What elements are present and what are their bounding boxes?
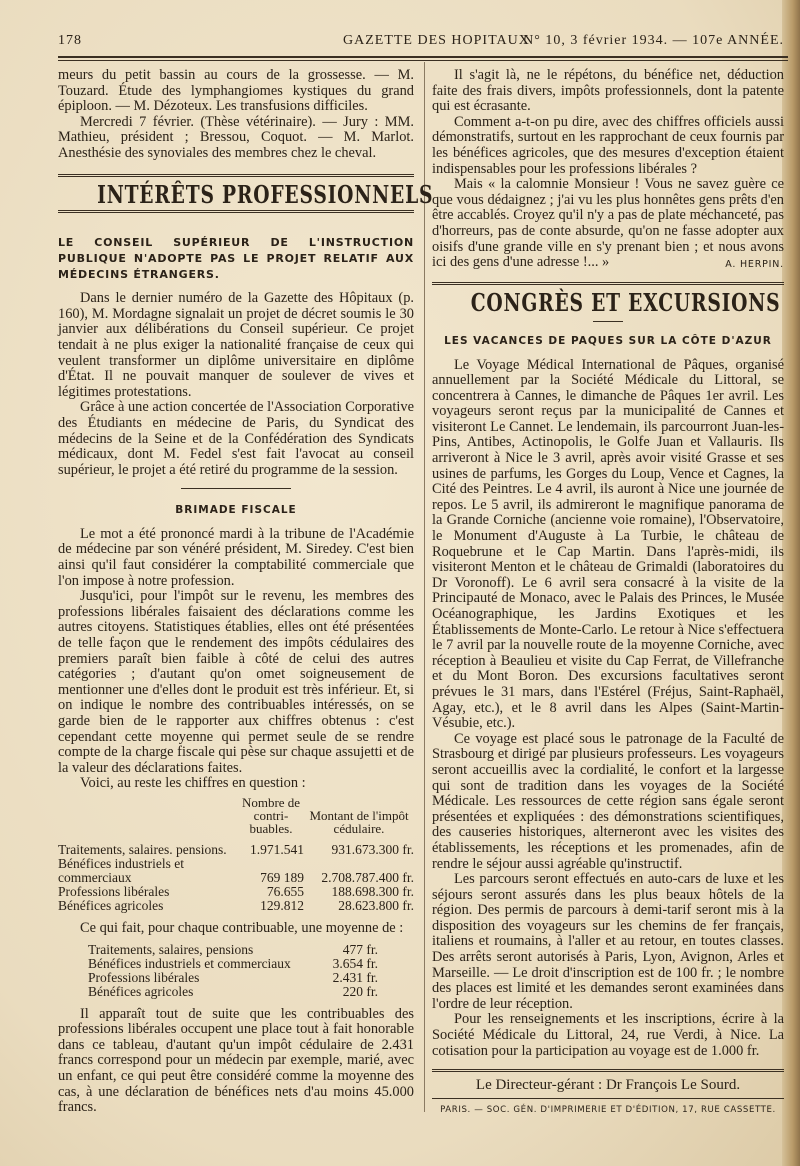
section-title: INTÉRÊTS PROFESSIONNELS [97, 179, 434, 209]
article-paragraph: Le mot a été prononcé mardi à la tribune de l'Académie de médecine par son vénéré président, M. Siredey. C'est bien ainsi qu'il faut considérer la comptabilité commerciale que l'on impose à notre profession. [58, 525, 414, 589]
article-paragraph: Jusqu'ici, pour l'impôt sur le revenu, les membres des professions libérales faisaient des déclarations comme les autres citoyens. Statistiques établies, elles ont été présentées de telle façon que le rendement des impôts cédulaires des premiers paraît bien faible à côté de celui des autres catégories ; d'autant qu'on omet soigneusement de mentionner une d'elles dont le produit est très inférieur. Et, si on indique le nombre des contribuables intéressés, on se garde bien de le rapporter aux chiffres obtenus : c'est cependant cette moyenne qui permet seule de se rendre compte de la charge fiscale qui pèse sur chaque assujetti et de la valeur des déclarations faites. [58, 588, 414, 776]
average-value: 2.431 fr. [332, 969, 378, 985]
article-paragraph: Il s'agit là, ne le répétons, du bénéfice net, déduction faite des frais divers, impôts professionnels, dont la patente qui est écrasante. [432, 67, 784, 115]
row-count: 1.971.541 [250, 841, 304, 857]
article-paragraph: Il apparaît tout de suite que les contribuables des professions libérales occupent une place tout à fait honorable dans ce tableau, d'autant qu'un impôt cédulaire de 2.431 francs correspond pour un médecin par exemple, marié, avec un enfant, ce qui peut être considéré comme la moyenne des cas, à une déclaration de bénéfices nets d'au moins 45.000 francs. [58, 1005, 414, 1116]
article-heading: LES VACANCES DE PAQUES SUR LA CÔTE D'AZUR [444, 334, 772, 347]
average-value: 3.654 fr. [332, 955, 378, 971]
average-value: 220 fr. [342, 983, 378, 999]
row-count: 769 189 [260, 869, 304, 885]
row-label: Bénéfices industriels et commerciaux [58, 855, 184, 885]
average-value: 477 fr. [342, 941, 378, 957]
issue-info: N° 10, 3 février 1934. — 107e ANNÉE. [523, 33, 784, 48]
column-header: Nombre de contri-buables. [241, 794, 301, 836]
row-label: Bénéfices agricoles [58, 897, 164, 913]
article-paragraph: Pour les renseignements et les inscriptions, écrire à la Société Médicale du Littoral, 24, rue Verdi, à Nice. La cotisation pour la participation au voyage est de 1.000 fr. [432, 1011, 784, 1059]
running-head [58, 30, 784, 52]
article-paragraph: Ce qui fait, pour chaque contribuable, une moyenne de : [80, 919, 404, 936]
row-count: 76.655 [266, 883, 304, 899]
table-row [58, 885, 414, 899]
left-column [58, 67, 434, 1116]
table-row [58, 857, 414, 885]
author-signature: A. HERPIN. [725, 258, 784, 270]
page-number: 178 [58, 33, 82, 48]
average-row [88, 957, 378, 971]
section-title: CONGRÈS ET EXCURSIONS [470, 288, 781, 318]
averages-list [58, 943, 414, 999]
average-label: Traitements, salaires, pensions [88, 941, 254, 957]
average-label: Bénéfices agricoles [88, 983, 194, 999]
article-paragraph: Dans le dernier numéro de la Gazette des Hôpitaux (p. 160), M. Mordagne signalait un projet de décret soumis le 30 janvier aux délibérations du Conseil supérieur. Ce projet tendait à ne plus exiger la nationalité française de ceux qui veulent transformer un diplôme universitaire en diplôme d'État. Il ne pouvait manquer de soulever de vives et légitimes protestations. [58, 290, 414, 400]
row-count: 129.812 [260, 897, 304, 913]
table-header-row [58, 796, 414, 835]
header-rule-thin [58, 60, 788, 61]
average-row [88, 971, 378, 985]
intro-paragraph: meurs du petit bassin au cours de la grossesse. — M. Touzard. Étude des lymphangiomes kystiques du grand épiploon. — M. Dézoteux. Les transfusions difficiles. [58, 67, 414, 115]
row-amount: 931.673.300 fr. [331, 841, 414, 857]
column-divider [424, 62, 425, 1112]
table-row [58, 843, 414, 857]
average-row [88, 943, 378, 957]
article-paragraph: Grâce à une action concertée de l'Association Corporative des Étudiants en médecine de Paris, du Syndicat des médecins de la Seine et de la Confédération des Syndicats médicaux, dont M. Fedel s'est fait l'avocat au conseil supérieur, le projet a été retiré du programme de la session. [58, 399, 414, 478]
row-label: Traitements, salaires. pensions. [58, 841, 227, 857]
article-paragraph: Comment a-t-on pu dire, avec des chiffres officiels aussi démonstratifs, surtout en les rapprochant de ceux fournis par les bénéfices agricoles, que des mesures d'exception étaient indispensables pour les professions libérales ? [432, 113, 784, 177]
row-amount: 28.623.800 fr. [338, 897, 414, 913]
journal-title: GAZETTE DES HOPITAUX [343, 33, 530, 48]
intro-paragraph: Mercredi 7 février. (Thèse vétérinaire). — Jury : MM. Mathieu, président ; Bressou, Coquot. — M. Marlot. Anesthésie des synoviales des membres chez le cheval. [58, 113, 414, 161]
header-rule [58, 56, 788, 58]
average-label: Bénéfices industriels et commerciaux [88, 955, 291, 971]
article-heading: BRIMADE FISCALE [175, 504, 297, 517]
tax-statistics-table [58, 796, 414, 913]
right-column [432, 68, 784, 1118]
page-spine-shadow [782, 0, 800, 1166]
article-paragraph: Les parcours seront effectués en auto-cars de luxe et les séjours seront assurés dans les plus beaux hôtels de la région. Des permis de parcours à demi-tarif seront mis à la disposition des voyageurs sur les chemins de fer français, italiens et roumains, à l'aller et au retour, en toutes classes. Des arrêts seront autorisés à Paris, Lyon, Avignon, Arles et Marseille. — Le droit d'inscription est de 100 fr. ; le nombre des places est limité et les demandes seront examinées dans l'ordre de leur réception. [432, 871, 784, 1012]
column-header: Montant de l'impôt cédulaire. [309, 807, 409, 836]
article-heading: LE CONSEIL SUPÉRIEUR DE L'INSTRUCTION PUBLIQUE N'ADOPTE PAS LE PROJET RELATIF AUX MÉDECINS ÉTRANGERS. [58, 236, 414, 282]
article-paragraph: Le Voyage Médical International de Pâques, organisé annuellement par la Société Médicale du Littoral, se concentrera à Cannes, le dimanche de Pâques 1er avril. Les voyageurs seront reçus par la municipalité de Cannes et visiteront Le Cannet. Le lendemain, ils parcourront Juan-les-Pins, Antibes, Actinopolis, le Golfe Juan et Vallauris. Ils arriveront à Nice le 3 avril, après avoir visité Grasse et ses usines de parfums, les Gorges du Loup, Vence et Cagnes, la Cité des Peintres. Le 4 avril, ils auront à Nice une journée de repos. Le 5 avril, ils admireront le magnifique panorama de la Grande Corniche (ancienne voie romaine), l'Observatoire, le Monument d'Auguste à La Turbie, le château de Roquebrune et le Cap Martin. Dans l'après-midi, ils visiteront Menton et le château de Grimaldi (laboratoires du Dr Voronoff). Le 6 avril sera consacré à la visite de la Principauté de Monaco, avec le Palais des Princes, le Musée Océanographique, les Jardins Exotiques et les Établissements de Monte-Carlo. Le retour à Nice s'effectuera le 7 avril par la nouvelle route de la moyenne Corniche, avec réception à Beaulieu et visite du Cap Ferrat, de Villefranche et du Mont Boron. Des excursions facultatives seront prévues le 31 mars, dans l'Estérel (Fréjus, Saint-Raphaël, Agay, etc.), et le 8 avril dans les Alpes (Saint-Martin-Vésubie, etc.). [432, 356, 784, 732]
row-amount: 2.708.787.400 fr. [321, 869, 414, 885]
printer-line: PARIS. — SOC. GÉN. D'IMPRIMERIE ET D'ÉDITION, 17, RUE CASSETTE. [440, 1104, 776, 1115]
average-label: Professions libérales [88, 969, 200, 985]
article-paragraph: Voici, au reste les chiffres en question : [80, 775, 306, 792]
table-row [58, 899, 414, 913]
average-row [88, 985, 378, 999]
director-line: Le Directeur-gérant : Dr François Le Sourd. [475, 1077, 741, 1094]
article-paragraph: Ce voyage est placé sous le patronage de la Faculté de Strasbourg et dirigé par plusieurs professeurs. Les voyageurs seront accueillis avec la cordialité, le confort et la largesse qui sont de tradition dans les voyages de la Société Médicale. Les ressources de cette région sans égale seront présentées et expliquées : des démonstrations scientifiques, des causeries historiques, alterneront avec les visites des établissements, les réceptions et les promenades, afin de rendre le séjour aussi agréable qu'instructif. [432, 730, 784, 872]
article-paragraph: Mais « la calomnie Monsieur ! Vous ne savez guère ce que vous dédaignez ; j'ai vu les plus honnêtes gens prêts d'en être accablés. Croyez qu'il n'y a pas de plate méchanceté, pas d'horreurs, pas de conte absurde, qu'on ne fasse adopter aux oisifs d'une grande ville en s'y prenant bien ; et nous avons ici des gens d'une adresse !... » [432, 176, 784, 271]
row-amount: 188.698.300 fr. [331, 883, 414, 899]
row-label: Professions libérales [58, 883, 170, 899]
